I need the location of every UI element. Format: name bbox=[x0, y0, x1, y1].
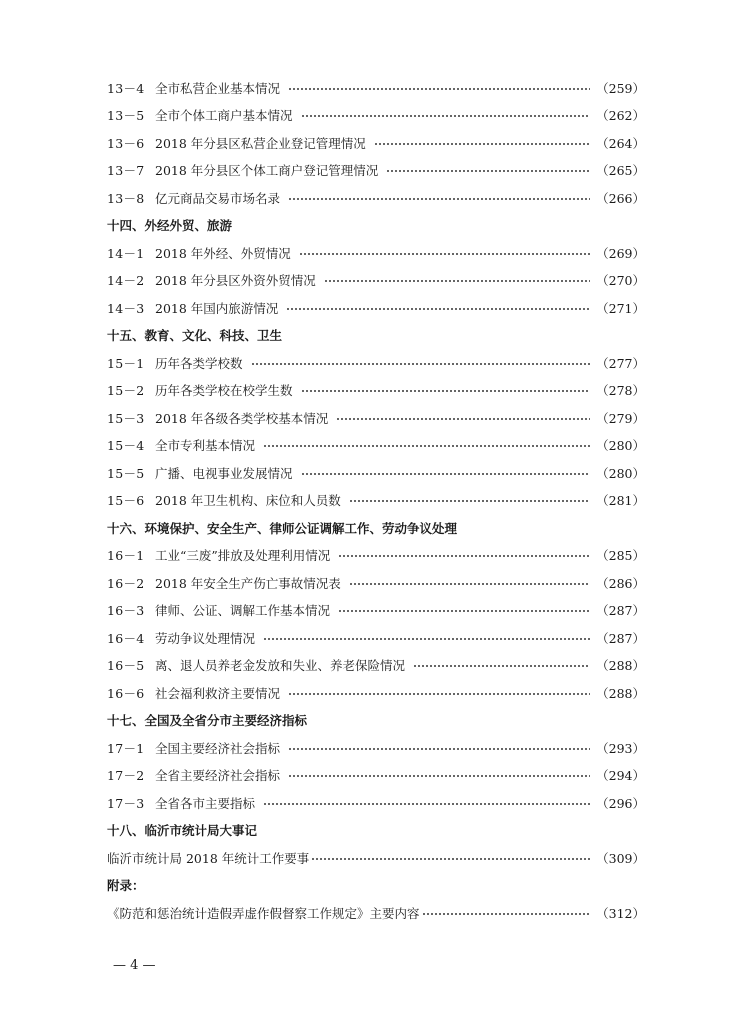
entry-page-number: （259） bbox=[596, 80, 645, 96]
toc-entry bbox=[107, 129, 645, 157]
page-number: — 4 — bbox=[113, 958, 156, 973]
toc-entry bbox=[107, 377, 645, 405]
section-heading bbox=[107, 212, 645, 240]
entry-title: 2018 年国内旅游情况 bbox=[155, 300, 279, 316]
entry-page-number: （270） bbox=[596, 273, 645, 289]
entry-title: 2018 年卫生机构、床位和人员数 bbox=[155, 493, 341, 509]
entry-number: 15－1 bbox=[107, 355, 145, 371]
entry-page-number: （312） bbox=[596, 905, 645, 921]
section-heading bbox=[107, 872, 645, 900]
toc-entry bbox=[107, 184, 645, 212]
entry-page-number: （262） bbox=[596, 108, 645, 124]
toc-entry bbox=[107, 459, 645, 487]
dot-leader bbox=[288, 82, 590, 96]
toc-entry bbox=[107, 404, 645, 432]
section-title: 十六、环境保护、安全生产、律师公证调解工作、劳动争议处理 bbox=[107, 520, 458, 536]
entry-page-number: （288） bbox=[596, 658, 645, 674]
entry-page-number: （309） bbox=[596, 850, 645, 866]
dot-leader bbox=[422, 907, 591, 921]
entry-page-number: （264） bbox=[596, 135, 645, 151]
section-heading bbox=[107, 514, 645, 542]
entry-title: 广播、电视事业发展情况 bbox=[155, 465, 293, 481]
entry-number: 15－3 bbox=[107, 410, 145, 426]
entry-page-number: （285） bbox=[596, 548, 645, 564]
toc-entry bbox=[107, 652, 645, 680]
entry-title: 2018 年各级各类学校基本情况 bbox=[155, 410, 329, 426]
entry-number: 17－3 bbox=[107, 795, 145, 811]
dot-leader bbox=[338, 549, 590, 563]
entry-page-number: （287） bbox=[596, 603, 645, 619]
entry-title: 劳动争议处理情况 bbox=[155, 630, 256, 646]
toc-entry bbox=[107, 74, 645, 102]
dot-leader bbox=[288, 192, 590, 206]
dot-leader bbox=[311, 852, 590, 866]
entry-page-number: （281） bbox=[596, 493, 645, 509]
entry-title: 全市专利基本情况 bbox=[155, 438, 256, 454]
entry-page-number: （296） bbox=[596, 795, 645, 811]
section-title: 十五、教育、文化、科技、卫生 bbox=[107, 328, 283, 344]
section-heading bbox=[107, 322, 645, 350]
section-title: 十七、全国及全省分市主要经济指标 bbox=[107, 713, 308, 729]
dot-leader bbox=[349, 577, 590, 591]
entry-number: 15－4 bbox=[107, 438, 145, 454]
entry-title: 临沂市统计局 2018 年统计工作要事 bbox=[107, 850, 310, 866]
entry-number: 17－2 bbox=[107, 768, 145, 784]
entry-title: 离、退人员养老金发放和失业、养老保险情况 bbox=[155, 658, 406, 674]
entry-number: 14－1 bbox=[107, 245, 145, 261]
entry-page-number: （293） bbox=[596, 740, 645, 756]
dot-leader bbox=[413, 659, 590, 673]
entry-number: 13－5 bbox=[107, 108, 145, 124]
entry-page-number: （287） bbox=[596, 630, 645, 646]
dot-leader bbox=[374, 137, 590, 151]
entry-title: 全省主要经济社会指标 bbox=[155, 768, 281, 784]
dot-leader bbox=[251, 357, 591, 371]
dot-leader bbox=[324, 274, 590, 288]
entry-number: 13－6 bbox=[107, 135, 145, 151]
toc-entry bbox=[107, 762, 645, 790]
entry-title: 亿元商品交易市场名录 bbox=[155, 190, 281, 206]
dot-leader bbox=[301, 109, 591, 123]
entry-number: 13－8 bbox=[107, 190, 145, 206]
toc-entry bbox=[107, 349, 645, 377]
entry-page-number: （266） bbox=[596, 190, 645, 206]
entry-number: 15－5 bbox=[107, 465, 145, 481]
dot-leader bbox=[301, 467, 591, 481]
entry-number: 14－3 bbox=[107, 300, 145, 316]
entry-page-number: （294） bbox=[596, 768, 645, 784]
entry-title: 社会福利救济主要情况 bbox=[155, 685, 281, 701]
dot-leader bbox=[386, 164, 590, 178]
entry-title: 2018 年安全生产伤亡事故情况表 bbox=[155, 575, 341, 591]
toc-entry bbox=[107, 542, 645, 570]
entry-number: 16－3 bbox=[107, 603, 145, 619]
entry-title: 2018 年分县区个体工商户登记管理情况 bbox=[155, 163, 379, 179]
toc-entry bbox=[107, 734, 645, 762]
section-title: 十八、临沂市统计局大事记 bbox=[107, 823, 258, 839]
dot-leader bbox=[336, 412, 590, 426]
section-heading bbox=[107, 817, 645, 845]
section-title: 十四、外经外贸、旅游 bbox=[107, 218, 233, 234]
toc-entry bbox=[107, 844, 645, 872]
entry-page-number: （286） bbox=[596, 575, 645, 591]
dot-leader bbox=[338, 604, 590, 618]
dot-leader bbox=[288, 769, 590, 783]
dot-leader bbox=[286, 302, 590, 316]
toc-entry bbox=[107, 789, 645, 817]
toc-entry bbox=[107, 624, 645, 652]
dot-leader bbox=[299, 247, 590, 261]
dot-leader bbox=[288, 742, 590, 756]
entry-title: 《防范和惩治统计造假弄虚作假督察工作规定》主要内容 bbox=[107, 905, 420, 921]
entry-number: 13－4 bbox=[107, 80, 145, 96]
entry-number: 16－1 bbox=[107, 548, 145, 564]
entry-title: 律师、公证、调解工作基本情况 bbox=[155, 603, 331, 619]
dot-leader bbox=[301, 384, 591, 398]
entry-title: 全省各市主要指标 bbox=[155, 795, 256, 811]
entry-title: 全市私营企业基本情况 bbox=[155, 80, 281, 96]
entry-number: 14－2 bbox=[107, 273, 145, 289]
entry-page-number: （271） bbox=[596, 300, 645, 316]
dot-leader bbox=[263, 439, 590, 453]
toc-entry bbox=[107, 679, 645, 707]
entry-title: 2018 年分县区外资外贸情况 bbox=[155, 273, 316, 289]
entry-page-number: （265） bbox=[596, 163, 645, 179]
entry-title: 2018 年分县区私营企业登记管理情况 bbox=[155, 135, 366, 151]
entry-title: 全市个体工商户基本情况 bbox=[155, 108, 293, 124]
section-title: 附录： bbox=[107, 878, 145, 894]
entry-page-number: （278） bbox=[596, 383, 645, 399]
entry-number: 16－6 bbox=[107, 685, 145, 701]
entry-page-number: （277） bbox=[596, 355, 645, 371]
entry-number: 16－2 bbox=[107, 575, 145, 591]
entry-number: 16－5 bbox=[107, 658, 145, 674]
entry-page-number: （288） bbox=[596, 685, 645, 701]
entry-title: 2018 年外经、外贸情况 bbox=[155, 245, 291, 261]
entry-title: 历年各类学校数 bbox=[155, 355, 243, 371]
entry-number: 13－7 bbox=[107, 163, 145, 179]
entry-title: 全国主要经济社会指标 bbox=[155, 740, 281, 756]
entry-number: 17－1 bbox=[107, 740, 145, 756]
entry-number: 15－6 bbox=[107, 493, 145, 509]
toc-entry bbox=[107, 102, 645, 130]
entry-page-number: （279） bbox=[596, 410, 645, 426]
entry-title: 历年各类学校在校学生数 bbox=[155, 383, 293, 399]
entry-title: 工业“三废”排放及处理利用情况 bbox=[155, 548, 331, 564]
toc-entry bbox=[107, 157, 645, 185]
entry-number: 15－2 bbox=[107, 383, 145, 399]
toc-entry bbox=[107, 487, 645, 515]
dot-leader bbox=[349, 494, 590, 508]
toc-entry bbox=[107, 267, 645, 295]
entry-page-number: （269） bbox=[596, 245, 645, 261]
toc-entry bbox=[107, 597, 645, 625]
toc-entry bbox=[107, 899, 645, 927]
entry-page-number: （280） bbox=[596, 465, 645, 481]
toc-entry bbox=[107, 432, 645, 460]
toc-entry bbox=[107, 569, 645, 597]
section-heading bbox=[107, 707, 645, 735]
table-of-contents bbox=[107, 74, 645, 927]
dot-leader bbox=[263, 797, 590, 811]
toc-entry bbox=[107, 294, 645, 322]
dot-leader bbox=[263, 632, 590, 646]
entry-number: 16－4 bbox=[107, 630, 145, 646]
entry-page-number: （280） bbox=[596, 438, 645, 454]
dot-leader bbox=[288, 687, 590, 701]
toc-entry bbox=[107, 239, 645, 267]
